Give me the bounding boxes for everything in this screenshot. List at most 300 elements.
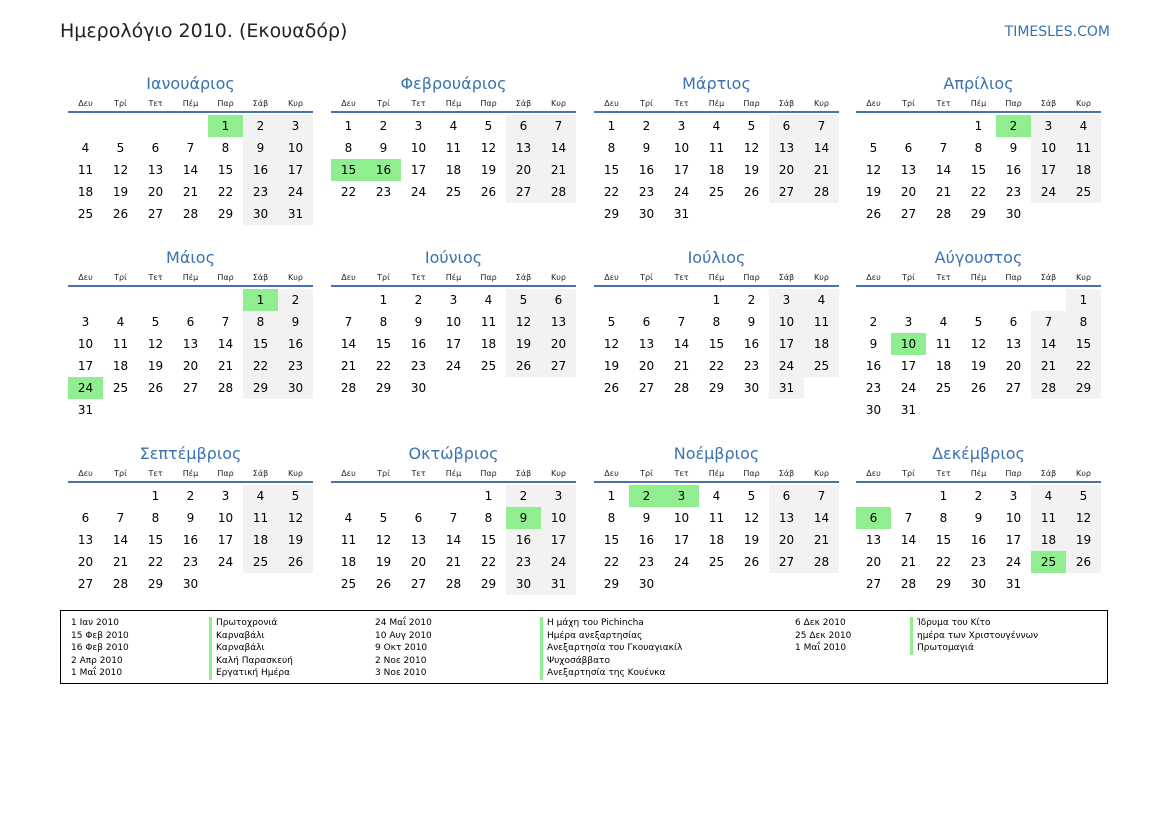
weekday-header (856, 467, 1101, 483)
legend-holiday-name: Καρναβάλι (209, 642, 293, 655)
days-grid (331, 289, 576, 399)
day-cell: 14 (673, 337, 690, 351)
day-cell: 13 (506, 137, 541, 159)
weekday-label: Παρ (480, 273, 497, 282)
weekday-label: Παρ (743, 99, 760, 108)
weekday-header (68, 271, 313, 287)
weekday-label: Τρί (902, 469, 915, 478)
day-cell: 27 (182, 381, 199, 395)
month-block (856, 74, 1101, 225)
weekday-label: Σάβ (778, 273, 795, 282)
month-block (594, 444, 839, 595)
weekday-label: Σάβ (515, 469, 532, 478)
day-cell: 22 (970, 185, 987, 199)
day-cell: 21 (804, 529, 839, 551)
weekday-label: Τρί (640, 273, 653, 282)
day-cell: 27 (638, 381, 655, 395)
day-cell: 8 (151, 511, 160, 525)
day-cell: 4 (484, 293, 493, 307)
day-cell: 16 (865, 359, 882, 373)
day-cell: 5 (1066, 485, 1101, 507)
day-cell: 27 (1005, 381, 1022, 395)
day-cell: 28 (900, 577, 917, 591)
weekday-label: Σάβ (1040, 99, 1057, 108)
day-cell: 23 (638, 185, 655, 199)
legend-holiday-name: ημέρα των Χριστουγέννων (910, 630, 1038, 643)
day-cell: 26 (278, 551, 313, 573)
holiday-cell: 2 (996, 115, 1031, 137)
day-cell: 29 (970, 207, 987, 221)
day-cell: 9 (1009, 141, 1018, 155)
day-cell: 14 (182, 163, 199, 177)
day-cell: 10 (77, 337, 94, 351)
day-cell: 1 (974, 119, 983, 133)
month-name: Σεπτέμβριος (139, 444, 242, 463)
day-cell: 12 (480, 141, 497, 155)
day-cell: 17 (673, 533, 690, 547)
day-cell: 26 (970, 381, 987, 395)
day-cell: 10 (673, 141, 690, 155)
day-cell: 31 (673, 207, 690, 221)
legend-date: 1 Ιαν 2010 (71, 618, 119, 628)
day-cell: 19 (375, 555, 392, 569)
day-cell: 4 (939, 315, 948, 329)
day-cell: 30 (506, 573, 541, 595)
day-cell: 1 (484, 489, 493, 503)
day-cell: 18 (708, 533, 725, 547)
day-cell: 24 (900, 381, 917, 395)
weekday-label: Κυρ (814, 273, 829, 282)
day-cell: 9 (747, 315, 756, 329)
day-cell: 3 (414, 119, 423, 133)
day-cell: 3 (904, 315, 913, 329)
legend-date: 9 Οκτ 2010 (375, 643, 428, 653)
day-cell: 5 (607, 315, 616, 329)
day-cell: 21 (804, 159, 839, 181)
weekday-label: Δευ (604, 99, 619, 108)
day-cell: 16 (506, 529, 541, 551)
day-cell: 23 (375, 185, 392, 199)
day-cell: 8 (379, 315, 388, 329)
legend-holiday-name: Πρωτομαγιά (910, 642, 1038, 655)
day-cell: 21 (182, 185, 199, 199)
day-cell: 18 (708, 163, 725, 177)
day-cell: 14 (804, 507, 839, 529)
weekday-label: Δευ (604, 273, 619, 282)
day-cell: 23 (182, 555, 199, 569)
day-cell: 19 (278, 529, 313, 551)
day-cell: 28 (673, 381, 690, 395)
weekday-label: Τετ (674, 273, 689, 282)
day-cell: 23 (865, 381, 882, 395)
day-cell: 9 (642, 141, 651, 155)
day-cell: 15 (1066, 333, 1101, 355)
day-cell: 11 (935, 337, 952, 351)
day-cell: 15 (935, 533, 952, 547)
day-cell: 7 (939, 141, 948, 155)
weekday-label: Δευ (341, 273, 356, 282)
weekday-label: Παρ (1005, 99, 1022, 108)
day-cell: 10 (1005, 511, 1022, 525)
day-cell: 13 (410, 533, 427, 547)
day-cell: 18 (935, 359, 952, 373)
day-cell: 21 (1031, 355, 1066, 377)
day-cell: 16 (243, 159, 278, 181)
day-cell: 28 (1031, 377, 1066, 399)
legend-holiday-name: Ημέρα ανεξαρτησίας (540, 630, 682, 643)
legend-dates (795, 617, 851, 655)
weekday-label: Τετ (674, 469, 689, 478)
day-cell: 11 (1066, 137, 1101, 159)
day-cell: 27 (769, 551, 804, 573)
weekday-label: Σάβ (515, 273, 532, 282)
day-cell: 23 (410, 359, 427, 373)
day-cell: 10 (410, 141, 427, 155)
day-cell: 1 (607, 489, 616, 503)
day-cell: 21 (541, 159, 576, 181)
day-cell: 7 (116, 511, 125, 525)
month-block (68, 74, 313, 225)
weekday-label: Σάβ (252, 273, 269, 282)
weekday-label: Τετ (148, 469, 163, 478)
weekday-header (856, 271, 1101, 287)
day-cell: 30 (1005, 207, 1022, 221)
day-cell: 8 (221, 141, 230, 155)
weekday-label: Τετ (936, 99, 951, 108)
legend-holiday-name: Ψυχοσάββατο (540, 655, 682, 668)
day-cell: 24 (278, 181, 313, 203)
legend-holiday-name: Ανεξαρτησία του Γκουαγιακίλ (540, 642, 682, 655)
day-cell: 2 (642, 119, 651, 133)
day-cell: 4 (243, 485, 278, 507)
day-cell: 16 (638, 533, 655, 547)
day-cell: 1 (151, 489, 160, 503)
day-cell: 25 (935, 381, 952, 395)
month-block (594, 248, 839, 399)
legend-holiday-name: Πρωτοχρονιά (209, 617, 293, 630)
day-cell: 28 (112, 577, 129, 591)
day-cell: 18 (340, 555, 357, 569)
weekday-label: Πέμ (182, 99, 199, 108)
day-cell: 29 (603, 577, 620, 591)
day-cell: 5 (151, 315, 160, 329)
day-cell: 8 (939, 511, 948, 525)
weekday-label: Πέμ (970, 469, 987, 478)
day-cell: 28 (340, 381, 357, 395)
day-cell: 6 (642, 315, 651, 329)
weekday-label: Σάβ (252, 469, 269, 478)
day-cell: 19 (865, 185, 882, 199)
day-cell: 21 (340, 359, 357, 373)
day-cell: 11 (112, 337, 129, 351)
day-cell: 20 (147, 185, 164, 199)
day-cell: 9 (974, 511, 983, 525)
day-cell: 13 (900, 163, 917, 177)
day-cell: 15 (603, 533, 620, 547)
day-cell: 12 (743, 141, 760, 155)
day-cell: 5 (506, 289, 541, 311)
day-cell: 30 (243, 203, 278, 225)
day-cell: 13 (638, 337, 655, 351)
days-grid (856, 289, 1101, 421)
day-cell: 30 (743, 381, 760, 395)
holiday-cell: 1 (208, 115, 243, 137)
day-cell: 24 (1031, 181, 1066, 203)
day-cell: 4 (344, 511, 353, 525)
day-cell: 24 (673, 555, 690, 569)
days-grid (594, 485, 839, 595)
weekday-label: Τετ (936, 469, 951, 478)
day-cell: 28 (217, 381, 234, 395)
weekday-label: Δευ (78, 469, 93, 478)
day-cell: 24 (673, 185, 690, 199)
day-cell: 22 (480, 555, 497, 569)
day-cell: 6 (904, 141, 913, 155)
day-cell: 21 (217, 359, 234, 373)
day-cell: 1 (712, 293, 721, 307)
holiday-cell: 9 (506, 507, 541, 529)
day-cell: 27 (147, 207, 164, 221)
day-cell: 23 (278, 355, 313, 377)
day-cell: 26 (603, 381, 620, 395)
weekday-label: Κυρ (288, 99, 303, 108)
day-cell: 20 (541, 333, 576, 355)
day-cell: 27 (865, 577, 882, 591)
day-cell: 11 (708, 141, 725, 155)
legend-holiday-name: Η μάχη του Pichincha (540, 617, 682, 630)
day-cell: 30 (865, 403, 882, 417)
day-cell: 15 (217, 163, 234, 177)
day-cell: 25 (480, 359, 497, 373)
day-cell: 12 (147, 337, 164, 351)
day-cell: 9 (642, 511, 651, 525)
legend-date: 24 Μαΐ 2010 (375, 618, 432, 628)
day-cell: 21 (900, 555, 917, 569)
legend-date: 15 Φεβ 2010 (71, 630, 129, 641)
day-cell: 15 (147, 533, 164, 547)
weekday-label: Πέμ (445, 469, 462, 478)
day-cell: 25 (445, 185, 462, 199)
day-cell: 2 (974, 489, 983, 503)
day-cell: 17 (217, 533, 234, 547)
day-cell: 9 (186, 511, 195, 525)
weekday-label: Τετ (148, 99, 163, 108)
day-cell: 11 (804, 311, 839, 333)
day-cell: 6 (1009, 315, 1018, 329)
day-cell: 4 (712, 119, 721, 133)
day-cell: 22 (603, 185, 620, 199)
weekday-label: Κυρ (814, 99, 829, 108)
weekday-label: Τετ (411, 99, 426, 108)
day-cell: 20 (506, 159, 541, 181)
day-cell: 27 (506, 181, 541, 203)
day-cell: 6 (769, 485, 804, 507)
weekday-label: Τρί (377, 99, 390, 108)
day-cell: 10 (541, 507, 576, 529)
day-cell: 15 (603, 163, 620, 177)
day-cell: 2 (506, 485, 541, 507)
weekday-label: Δευ (78, 273, 93, 282)
day-cell: 28 (445, 577, 462, 591)
weekday-label: Κυρ (288, 469, 303, 478)
month-name: Νοέμβριος (673, 444, 760, 463)
weekday-label: Κυρ (551, 469, 566, 478)
day-cell: 6 (151, 141, 160, 155)
day-cell: 7 (541, 115, 576, 137)
weekday-label: Σάβ (778, 99, 795, 108)
day-cell: 10 (673, 511, 690, 525)
day-cell: 16 (638, 163, 655, 177)
day-cell: 3 (1009, 489, 1018, 503)
day-cell: 19 (112, 185, 129, 199)
day-cell: 14 (340, 337, 357, 351)
day-cell: 29 (217, 207, 234, 221)
day-cell: 8 (1066, 311, 1101, 333)
day-cell: 3 (449, 293, 458, 307)
day-cell: 23 (638, 555, 655, 569)
weekday-header (68, 467, 313, 483)
weekday-label: Δευ (866, 273, 881, 282)
weekday-label: Δευ (866, 469, 881, 478)
day-cell: 29 (243, 377, 278, 399)
day-cell: 25 (1066, 181, 1101, 203)
day-cell: 11 (340, 533, 357, 547)
weekday-label: Δευ (341, 469, 356, 478)
day-cell: 4 (1066, 115, 1101, 137)
day-cell: 24 (217, 555, 234, 569)
month-name: Δεκέμβριος (932, 444, 1025, 463)
day-cell: 11 (445, 141, 462, 155)
day-cell: 7 (804, 485, 839, 507)
page-title: Ημερολόγιο 2010. (Εκουαδόρ) (60, 20, 348, 42)
day-cell: 7 (344, 315, 353, 329)
day-cell: 10 (769, 311, 804, 333)
legend-holiday-name: Καλή Παρασκευή (209, 655, 293, 668)
day-cell: 9 (379, 141, 388, 155)
day-cell: 2 (869, 315, 878, 329)
site-link[interactable]: TIMESLES.COM (1004, 24, 1110, 40)
weekday-label: Τρί (114, 273, 127, 282)
day-cell: 20 (77, 555, 94, 569)
day-cell: 30 (410, 381, 427, 395)
day-cell: 29 (147, 577, 164, 591)
weekday-label: Κυρ (1076, 99, 1091, 108)
day-cell: 21 (673, 359, 690, 373)
weekday-header (68, 97, 313, 113)
day-cell: 6 (769, 115, 804, 137)
day-cell: 20 (769, 529, 804, 551)
day-cell: 4 (1031, 485, 1066, 507)
holiday-cell: 10 (891, 333, 926, 355)
weekday-label: Παρ (743, 273, 760, 282)
month-name: Ιούλιος (687, 248, 746, 267)
month-block (331, 74, 576, 203)
weekday-header (856, 97, 1101, 113)
days-grid (331, 485, 576, 595)
month-block (68, 444, 313, 595)
day-cell: 30 (638, 577, 655, 591)
day-cell: 12 (1066, 507, 1101, 529)
day-cell: 22 (340, 185, 357, 199)
day-cell: 16 (970, 533, 987, 547)
holiday-cell: 15 (331, 159, 366, 181)
day-cell: 24 (1005, 555, 1022, 569)
day-cell: 20 (1005, 359, 1022, 373)
day-cell: 1 (379, 293, 388, 307)
day-cell: 23 (1005, 185, 1022, 199)
day-cell: 12 (970, 337, 987, 351)
weekday-label: Παρ (1005, 273, 1022, 282)
day-cell: 20 (638, 359, 655, 373)
day-cell: 13 (1005, 337, 1022, 351)
day-cell: 24 (445, 359, 462, 373)
day-cell: 23 (243, 181, 278, 203)
month-name: Ιούνιος (424, 248, 483, 267)
weekday-header (331, 97, 576, 113)
day-cell: 18 (1031, 529, 1066, 551)
weekday-label: Τρί (114, 99, 127, 108)
day-cell: 17 (1031, 159, 1066, 181)
day-cell: 6 (81, 511, 90, 525)
legend-names (540, 617, 682, 680)
day-cell: 3 (81, 315, 90, 329)
day-cell: 19 (147, 359, 164, 373)
legend-date: 10 Αυγ 2010 (375, 630, 432, 641)
day-cell: 13 (147, 163, 164, 177)
day-cell: 5 (116, 141, 125, 155)
legend-date: 3 Νοε 2010 (375, 668, 427, 678)
day-cell: 18 (1066, 159, 1101, 181)
day-cell: 22 (935, 555, 952, 569)
day-cell: 1 (344, 119, 353, 133)
weekday-label: Παρ (217, 99, 234, 108)
day-cell: 1 (939, 489, 948, 503)
day-cell: 8 (712, 315, 721, 329)
day-cell: 3 (1031, 115, 1066, 137)
day-cell: 7 (221, 315, 230, 329)
weekday-label: Τρί (640, 99, 653, 108)
day-cell: 25 (243, 551, 278, 573)
holiday-cell: 2 (629, 485, 664, 507)
month-name: Μάιος (166, 248, 215, 267)
day-cell: 10 (1031, 137, 1066, 159)
weekday-label: Δευ (341, 99, 356, 108)
day-cell: 27 (77, 577, 94, 591)
day-cell: 17 (541, 529, 576, 551)
weekday-label: Πέμ (708, 99, 725, 108)
day-cell: 11 (480, 315, 497, 329)
day-cell: 28 (804, 551, 839, 573)
legend-names (910, 617, 1038, 655)
day-cell: 6 (186, 315, 195, 329)
day-cell: 22 (147, 555, 164, 569)
weekday-label: Κυρ (551, 273, 566, 282)
day-cell: 8 (484, 511, 493, 525)
days-grid (594, 289, 839, 399)
weekday-label: Πέμ (445, 273, 462, 282)
day-cell: 22 (375, 359, 392, 373)
day-cell: 29 (935, 577, 952, 591)
day-cell: 14 (217, 337, 234, 351)
weekday-label: Πέμ (970, 273, 987, 282)
day-cell: 26 (1066, 551, 1101, 573)
weekday-label: Παρ (1005, 469, 1022, 478)
month-block (856, 444, 1101, 595)
days-grid (331, 115, 576, 203)
day-cell: 13 (769, 507, 804, 529)
legend-dates (71, 617, 129, 680)
day-cell: 17 (900, 359, 917, 373)
